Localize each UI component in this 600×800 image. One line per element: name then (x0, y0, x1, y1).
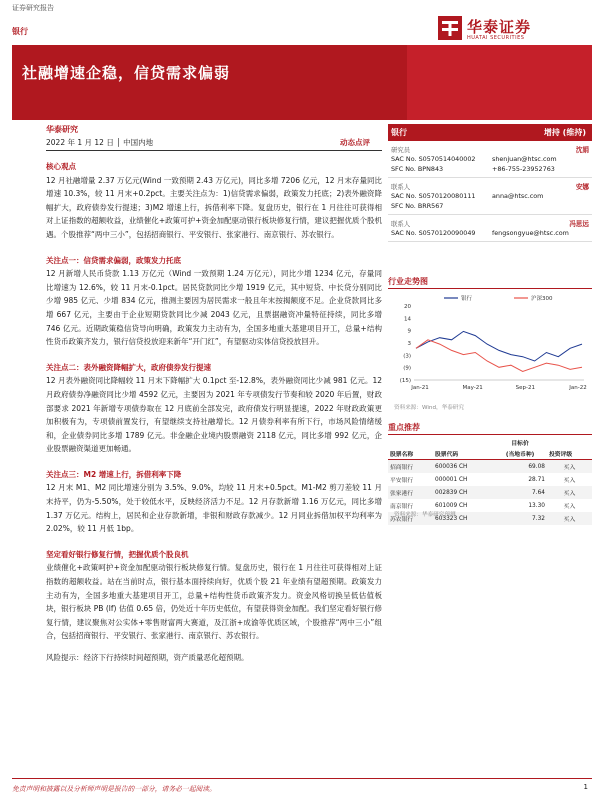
analyst-email: anna@htsc.com (492, 192, 544, 200)
y-tick-label: 3 (407, 341, 411, 347)
stock-name: 招商银行 (388, 460, 433, 474)
analyst-sac: SAC No. S0570120090049 (391, 229, 476, 237)
logo-mark-icon (438, 16, 462, 40)
sector-tag: 银行 (12, 27, 28, 36)
section-title: 关注点一：信贷需求偏弱，政策发力托底 (46, 255, 181, 265)
y-tick-label: (9) (403, 365, 411, 372)
stock-price: 13.30 (528, 502, 545, 509)
x-tick-label: Jan-22 (569, 385, 587, 391)
col-header: (当地币种) (493, 448, 547, 460)
col-header: 目标价 (511, 441, 529, 447)
report-title: 社融增速企稳，信贷需求偏弱 (22, 64, 231, 82)
stock-price: 28.71 (528, 476, 545, 483)
report-type: 动态点评 (340, 138, 370, 147)
analyst-block (388, 141, 592, 178)
y-tick-label: 9 (407, 328, 411, 335)
chart-source: 资料来源：Wind，华泰研究 (394, 405, 464, 411)
table-row (388, 473, 592, 486)
stock-price: 7.64 (493, 486, 547, 499)
section-title: 关注点三：M2 增速上行，拆借利率下降 (46, 469, 182, 479)
col-header (433, 437, 493, 448)
stock-source: 资料来源：华泰研究预测 (394, 512, 456, 518)
analyst-sac: SAC No. S0570514040002 (391, 155, 476, 163)
stock-code: 603323 CH (433, 512, 493, 525)
divider (46, 150, 382, 151)
analyst-phone: +86-755-23952763 (492, 165, 555, 173)
section-text: 业绩催化+政策呵护+资金加配驱动银行板块修复行情。复盘历史，银行在 1 月往往可获得相对上证指数的超额收益。站在当前时点，银行基本面持续向好，优质个股 21 年业绩有望超预期。政策发力主动有为，全国多地重大基建项目开工，总量+结构性货币政策齐发力。资金风格切换呈低估值板块，银行板块 PB (lf) 估值 0.65 倍，仍处近十年历史低位，有望获得资金加配。我们坚定看好银行修复行情，建议聚焦对公实体+零售财富两大赛道，及江浙+成渝等优质区域，个股推荐“两中三小”组合，包括招商银行、平安银行、张家港行、南京银行、苏农银行。 (46, 563, 382, 641)
legend-label: 银行 (461, 296, 473, 302)
section-text: 12 月表外融资同比降幅较 11 月末下降幅扩大 0.1pct 至-12.8%，表外融资同比少减 981 亿元。12 月政府债券净融资同比少增 4592 亿元，主要因为 2021 年专项债发行节奏和较 2020 年后置，财政部要求 2021 年新增专项债券取在 12 月底前全部发完，政府债发行明显提速，2022 年财政政策更加积极有为，专项债前置发行，有望继续支持社融增长。12 月债券利率有所下行，市场风险情绪缓和，企业债券同比多增 1789 亿元。非金融企业境内股票融资 2118 亿元，同比多增 992 亿元，企业股票融资渠道更加畅通。 (46, 376, 382, 454)
company-logo (438, 16, 568, 42)
col-header (547, 437, 592, 448)
col-header: 投资评级 (547, 448, 592, 460)
x-tick-label: May-21 (462, 385, 483, 391)
page-number: 1 (583, 783, 588, 791)
analyst-email: fengsongyue@htsc.com (492, 229, 569, 237)
footer-disclaimer: 免责声明和披露以及分析师声明是报告的一部分，请务必一起阅读。 (12, 785, 216, 793)
analyst-block (388, 178, 592, 215)
y-tick-label: 20 (404, 304, 411, 310)
rating-industry: 银行 (391, 128, 407, 137)
title-band-accent (407, 45, 592, 120)
sidebar (388, 124, 592, 242)
stock-code: 600036 CH (433, 460, 493, 474)
section-title: 关注点二：表外融资降幅扩大，政府债券发行提速 (46, 362, 211, 372)
logo-text-en: HUATAI SECURITIES (467, 35, 525, 41)
section-text: 12 月社融增量 2.37 万亿元(Wind 一致预期 2.43 万亿元)，同比多增 7206 亿元，12 月末存量同比增速 10.3%，较 11 月末+0.2pct。主要关注点为：1)信贷需求偏弱，政策发力托底；2)表外融资降幅扩大，政府债券发行提速；3)M2 增速上行，拆借利率下降。复盘历史，银行在 1 月往往可获得相对上证指数的超额收益，业绩催化+政策可护+资金加配驱动银行板块修复行情，建议把握优质个股机遇。个股推荐“两中三小”，包括招商银行、平安银行、张家港行、南京银行、苏农银行。 (46, 175, 382, 239)
stock-table-title: 重点推荐 (388, 423, 420, 432)
stock-name: 南京银行 (390, 504, 414, 510)
logo-text-cn: 华泰证券 (467, 18, 532, 36)
x-tick-label: Sep-21 (515, 385, 536, 391)
series-line (416, 331, 582, 361)
stock-code: 000001 CH (435, 476, 468, 483)
chart-title: 行业走势图 (388, 277, 428, 286)
analyst-role: 联系人 (391, 183, 411, 191)
divider (388, 434, 592, 435)
analyst-role: 联系人 (391, 220, 411, 228)
section-title: 核心观点 (46, 162, 76, 171)
series-line (416, 340, 582, 372)
table-row (388, 460, 592, 474)
col-header: 股票代码 (433, 448, 493, 460)
analyst-name: 冯思远 (569, 220, 589, 228)
stock-name: 张家港行 (388, 486, 433, 499)
report-label: 证券研究报告 (12, 4, 54, 12)
analyst-email: shenjuan@htsc.com (492, 155, 557, 163)
stock-price: 7.32 (493, 512, 547, 525)
footer-divider (12, 778, 592, 779)
stock-code: 002839 CH (433, 486, 493, 499)
col-header (388, 437, 433, 448)
rating-value: 增持 (维持) (543, 128, 586, 137)
stock-name: 苏农银行 (388, 512, 433, 525)
y-tick-label: (3) (403, 353, 411, 360)
legend-label: 沪深300 (531, 296, 553, 302)
stock-rating: 买入 (547, 460, 592, 474)
stock-rating: 买入 (563, 478, 576, 484)
stock-code: 601009 CH (435, 502, 468, 509)
stock-rating: 买入 (563, 504, 576, 510)
stock-rating: 买入 (547, 512, 592, 525)
industry-trend-chart (388, 292, 592, 396)
analyst-sfc: SFC No. BPN843 (391, 165, 444, 173)
x-tick-label: Jan-21 (411, 385, 429, 391)
section-title: 坚定看好银行修复行情，把握优质个股良机 (46, 549, 189, 559)
analyst-role: 研究员 (391, 146, 411, 154)
risk-warning: 风险提示：经济下行持续时间超预期，资产质量恶化超预期。 (46, 653, 249, 662)
analyst-block (388, 215, 592, 242)
stock-price: 69.08 (493, 460, 547, 474)
analyst-name: 沈娟 (575, 146, 589, 154)
stock-name: 平安银行 (390, 478, 414, 484)
rating-bar (388, 124, 592, 141)
section-text: 12 月末 M1、M2 同比增速分别为 3.5%、9.0%，均较 11 月末+0.5pct。M1-M2 剪刀差较 11 月末持平，仍为-5.50%，处于较低水平，反映经济活力不足。12 月存款新增 1.16 万亿元，同比多增 1.37 万亿元。结构上，居民和企业存款新增，非银和财政存款减少。12 月同业拆借加权平均利率为 2.02%，较 11 月低 1bp。 (46, 483, 382, 534)
stock-rating: 买入 (547, 486, 592, 499)
divider (388, 288, 592, 289)
y-tick-label: 14 (404, 316, 411, 323)
analyst-sfc: SFC No. BRR567 (391, 202, 444, 210)
y-tick-label: (15) (399, 378, 411, 384)
section-text: 12 月新增人民币贷款 1.13 万亿元（Wind 一致预期 1.24 万亿元），同比少增 1234 亿元，存量同比增速为 12.6%，较 11 月末-0.1pct。居民贷款同比少增 1919 亿元，其中短贷、中长贷分别同比少增 985 亿元、少增 834 亿元，推测主要因为居民需求一般且年末按揭额度不足。企业贷款同比多增 667 亿元，主要由于企业短期贷款同比少减 2043 亿元，且票据融资冲量特征持续，同比多增 746 亿元。近期政策稳信贷导向明确，政策发力主动有为，全国多地重大基建项目开工，总量+结构性货币政策齐发力，银行信贷投放迎来新年“开门红”，有望驱动实体信贷投放回升。 (46, 269, 382, 347)
analyst-sac: SAC No. S0570120080111 (391, 192, 476, 200)
table-row (388, 486, 592, 499)
main-body (46, 156, 382, 665)
analyst-name: 安娜 (575, 183, 589, 191)
report-date: 2022 年 1 月 12 日 │ 中国内地 (46, 138, 154, 147)
research-dept: 华泰研究 (46, 125, 78, 134)
chart-svg (388, 292, 592, 396)
col-header: 股票名称 (388, 448, 433, 460)
